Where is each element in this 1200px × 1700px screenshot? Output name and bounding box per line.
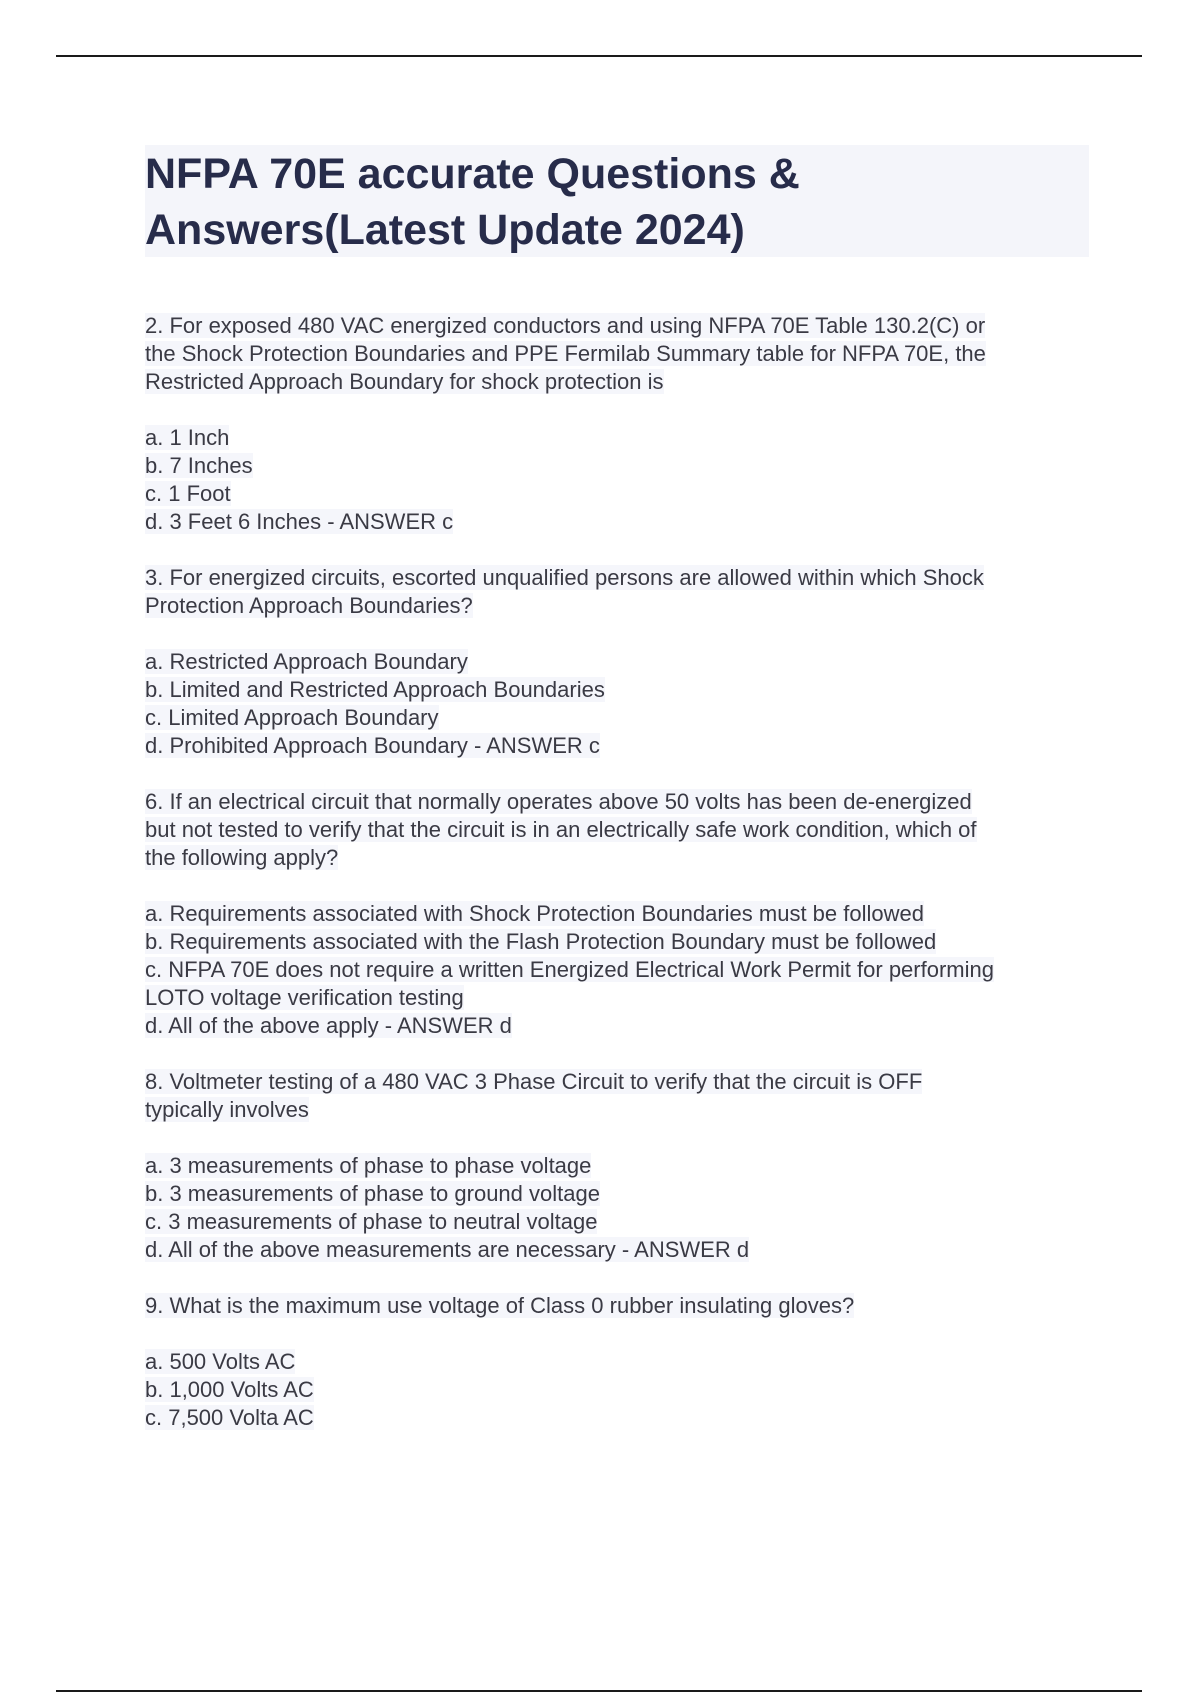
question-block [145, 1068, 1090, 1264]
question-text-line: but not tested to verify that the circuit is in an electrically safe work condition, which of [145, 817, 977, 842]
title-line: Answers(Latest Update 2024) [145, 206, 745, 254]
answer-option: c. Limited Approach Boundary [145, 705, 439, 730]
question-block [145, 1292, 1090, 1432]
answer-option: LOTO voltage verification testing [145, 985, 464, 1010]
answer-option: c. 3 measurements of phase to neutral voltage [145, 1209, 598, 1234]
question-text-line: 9. What is the maximum use voltage of Class 0 rubber insulating gloves? [145, 1293, 855, 1318]
answer-option: d. All of the above apply - ANSWER d [145, 1013, 512, 1038]
question-text-line: typically involves [145, 1097, 309, 1122]
answer-option: d. Prohibited Approach Boundary - ANSWER c [145, 733, 600, 758]
answer-option: b. 7 Inches [145, 453, 253, 478]
answer-option: b. 1,000 Volts AC [145, 1377, 314, 1402]
question-text-line: 2. For exposed 480 VAC energized conductors and using NFPA 70E Table 130.2(C) or [145, 313, 986, 338]
answer-option: a. Requirements associated with Shock Protection Boundaries must be followed [145, 901, 924, 926]
question-text-line: Protection Approach Boundaries? [145, 593, 473, 618]
answer-option: b. Limited and Restricted Approach Boundaries [145, 677, 605, 702]
header-rule [56, 55, 1142, 57]
answer-option: c. NFPA 70E does not require a written Energized Electrical Work Permit for performing [145, 957, 994, 982]
answer-option: c. 7,500 Volta AC [145, 1405, 314, 1430]
answer-option: a. Restricted Approach Boundary [145, 649, 468, 674]
answer-option: d. 3 Feet 6 Inches - ANSWER c [145, 509, 454, 534]
question-text-line: 6. If an electrical circuit that normally operates above 50 volts has been de-energized [145, 789, 972, 814]
answer-option: a. 1 Inch [145, 425, 230, 450]
answer-option: b. 3 measurements of phase to ground voltage [145, 1181, 600, 1206]
question-text-line: the Shock Protection Boundaries and PPE Fermilab Summary table for NFPA 70E, the [145, 341, 986, 366]
question-block [145, 312, 1090, 536]
question-block [145, 788, 1090, 1040]
question-block [145, 564, 1090, 760]
question-text-line: 3. For energized circuits, escorted unqualified persons are allowed within which Shock [145, 565, 984, 590]
question-text-line: the following apply? [145, 845, 339, 870]
title-line: NFPA 70E accurate Questions & [145, 150, 800, 198]
answer-option: a. 3 measurements of phase to phase voltage [145, 1153, 592, 1178]
question-text-line: 8. Voltmeter testing of a 480 VAC 3 Phase Circuit to verify that the circuit is OFF [145, 1069, 923, 1094]
answer-option: b. Requirements associated with the Flash Protection Boundary must be followed [145, 929, 937, 954]
footer-rule [56, 1690, 1142, 1692]
answer-option: d. All of the above measurements are necessary - ANSWER d [145, 1237, 750, 1262]
page-title [145, 146, 1089, 258]
qa-content [145, 312, 1090, 1460]
question-text-line: Restricted Approach Boundary for shock protection is [145, 369, 664, 394]
answer-option: c. 1 Foot [145, 481, 231, 506]
answer-option: a. 500 Volts AC [145, 1349, 296, 1374]
